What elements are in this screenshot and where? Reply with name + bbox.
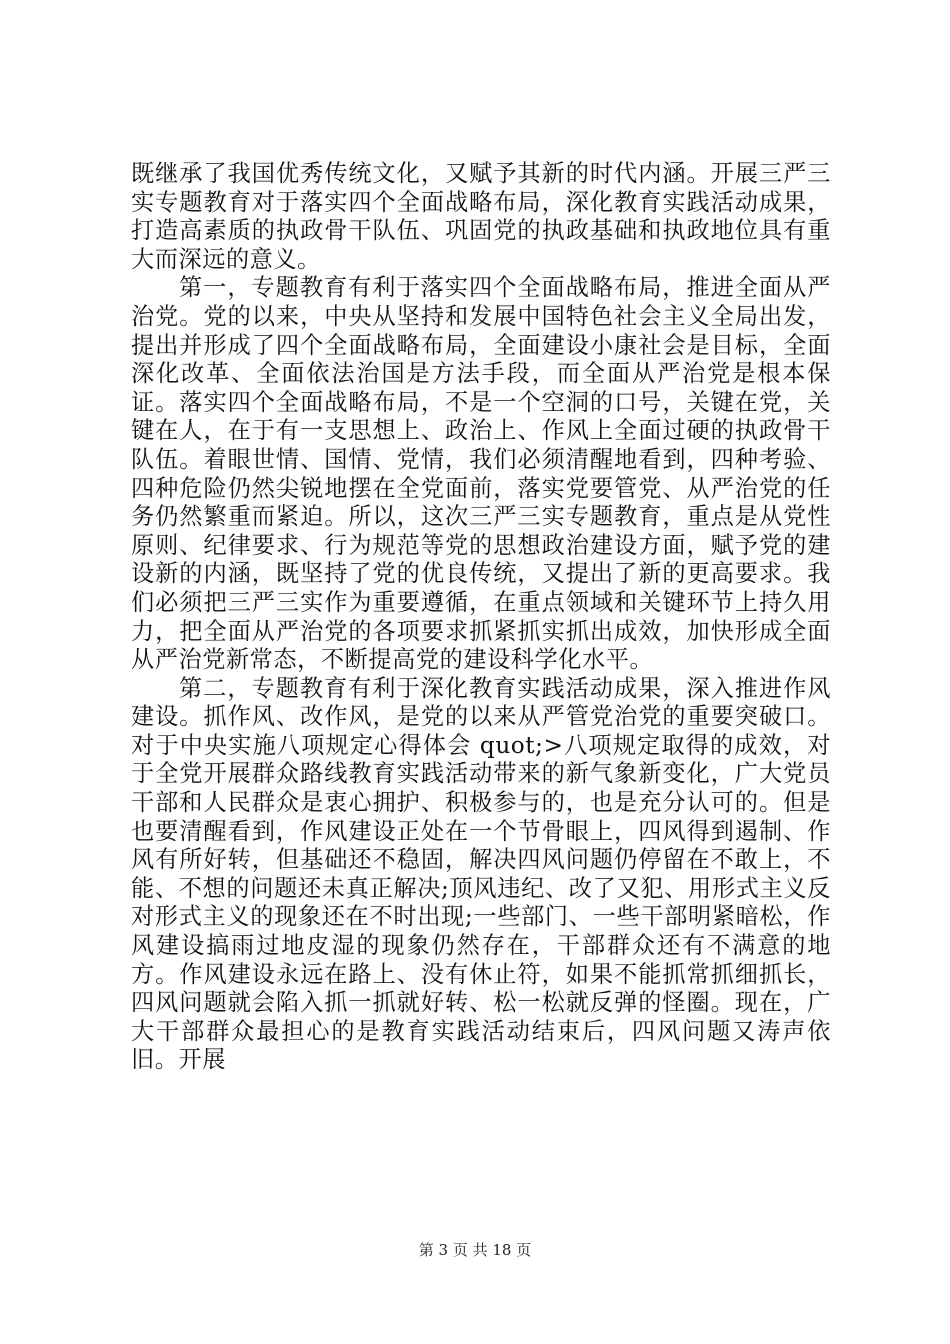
paragraph-continuation: 既继承了我国优秀传统文化，又赋予其新的时代内涵。开展三严三实专题教育对于落实四个全面战略布局，深化教育实践活动成果，打造高素质的执政骨干队伍、巩固党的执政基础和执政地位具有重大而深远的意义。 (131, 160, 831, 273)
document-body (131, 160, 831, 1075)
paragraph-second-point: 第二，专题教育有利于深化教育实践活动成果，深入推进作风建设。抓作风、改作风，是党的以来从严管党治党的重要突破口。对于中央实施八项规定心得体会 quot;>八项规定取得的成效，对于全党开展群众路线教育实践活动带来的新气象新变化，广大党员干部和人民群众是衷心拥护、积极参与的，也是充分认可的。但是也要清醒看到，作风建设正处在一个节骨眼上，四风得到遏制、作风有所好转，但基础还不稳固，解决四风问题仍停留在不敢上，不能、不想的问题还未真正解决;顶风违纪、改了又犯、用形式主义反对形式主义的现象还在不时出现;一些部门、一些干部明紧暗松，作风建设搞雨过地皮湿的现象仍然存在，干部群众还有不满意的地方。作风建设永远在路上、没有休止符，如果不能抓常抓细抓长，四风问题就会陷入抓一抓就好转、松一松就反弹的怪圈。现在，广大干部群众最担心的是教育实践活动结束后，四风问题又涛声依旧。开展 (131, 674, 831, 1074)
page-number-footer: 第 3 页 共 18 页 (418, 1241, 532, 1259)
paragraph-first-point: 第一，专题教育有利于落实四个全面战略布局，推进全面从严治党。党的以来，中央从坚持和发展中国特色社会主义全局出发，提出并形成了四个全面战略布局，全面建设小康社会是目标，全面深化改革、全面依法治国是方法手段，而全面从严治党是根本保证。落实四个全面战略布局，不是一个空洞的口号，关键在党，关键在人，在于有一支思想上、政治上、作风上全面过硬的执政骨干队伍。着眼世情、国情、党情，我们必须清醒地看到，四种考验、四种危险仍然尖锐地摆在全党面前，落实党要管党、从严治党的任务仍然繁重而紧迫。所以，这次三严三实专题教育，重点是从党性原则、纪律要求、行为规范等党的思想政治建设方面，赋予党的建设新的内涵，既坚持了党的优良传统，又提出了新的更高要求。我们必须把三严三实作为重要遵循，在重点领域和关键环节上持久用力，把全面从严治党的各项要求抓紧抓实抓出成效，加快形成全面从严治党新常态，不断提高党的建设科学化水平。 (131, 274, 831, 674)
